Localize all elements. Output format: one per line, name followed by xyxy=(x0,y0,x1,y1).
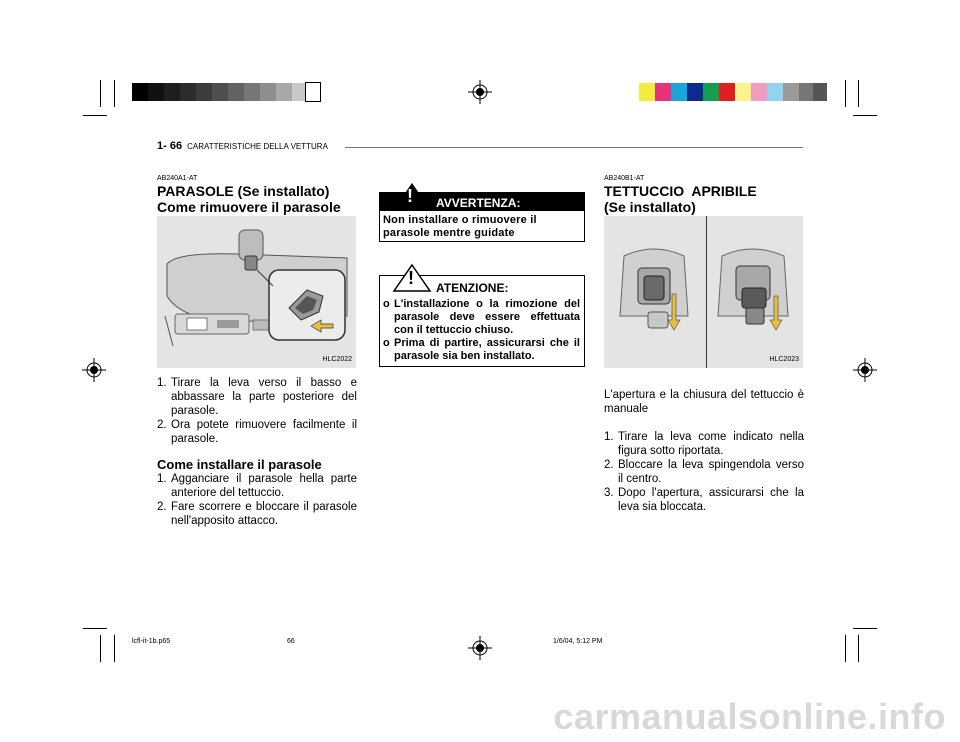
list-item: o L'installazione o la rimozione del parasole deve essere effettuata con il tettuccio chiuso. xyxy=(383,298,580,336)
sunshade-figure xyxy=(157,216,356,368)
caution-box xyxy=(379,268,585,367)
registration-mark-icon xyxy=(468,636,492,660)
list-item: 1. Agganciare il parasole hella parte anteriore del tettuccio. xyxy=(157,473,357,499)
install-steps xyxy=(157,472,357,528)
sunroof-steps xyxy=(604,430,804,514)
list-item: 2. Bloccare la leva spingendola verso il centro. xyxy=(604,459,804,485)
list-item: 3. Dopo l'apertura, assicurarsi che la leva sia bloccata. xyxy=(604,487,804,513)
figure-label: HLC2023 xyxy=(769,356,799,363)
sunshade-illustration xyxy=(157,216,356,368)
color-bar xyxy=(639,83,827,101)
section-code: AB240A1-AT xyxy=(157,175,198,182)
sunroof-title: TETTUCCIO APRIBILE xyxy=(604,183,757,199)
section-code: AB240B1-AT xyxy=(604,175,645,182)
header-divider xyxy=(345,147,803,148)
registration-mark-icon xyxy=(468,80,492,104)
list-item: 1. Tirare la leva come indicato nella figura sotto riportata. xyxy=(604,431,804,457)
registration-mark-icon xyxy=(82,358,106,382)
warning-box xyxy=(379,186,585,242)
install-title: Come installare il parasole xyxy=(157,457,322,472)
removal-steps xyxy=(157,376,357,446)
list-item: 2. Fare scorrere e bloccare il parasole nell'apposito attacco. xyxy=(157,501,357,527)
list-item: 2. Ora potete rimuovere facilmente il parasole. xyxy=(157,419,357,445)
warning-icon: ! xyxy=(392,181,432,211)
sunroof-title-block xyxy=(604,183,804,215)
list-item: 1. Tirare la leva verso il basso e abbassare la parte posteriore del parasole. xyxy=(157,377,357,417)
sunroof-intro: L'apertura e la chiusura del tettuccio è manuale xyxy=(604,389,804,415)
page-number: 1- 66 xyxy=(157,140,183,152)
page-header xyxy=(157,140,328,152)
sunshade-title: PARASOLE (Se installato) xyxy=(157,183,330,199)
footer-file: lcfl-it-1b.p65 xyxy=(132,638,171,645)
watermark: carmanualsonline.info xyxy=(553,696,946,737)
footer-page: 66 xyxy=(287,638,295,645)
list-item: o Prima di partire, assicurarsi che il parasole sia ben installato. xyxy=(383,337,580,362)
figure-label: HLC2022 xyxy=(322,356,352,363)
warning-title: AVVERTENZA: xyxy=(436,196,521,210)
registration-mark-icon xyxy=(853,358,877,382)
section-title: CARATTERISTICHE DELLA VETTURA xyxy=(187,142,328,151)
caution-items xyxy=(383,298,580,363)
sunroof-illustration xyxy=(604,216,803,368)
caution-title: ATENZIONE: xyxy=(436,281,509,295)
footer-date: 1/6/04, 5:12 PM xyxy=(553,638,603,645)
grayscale-bar xyxy=(132,83,320,101)
sunshade-subtitle: Come rimuovere il parasole xyxy=(157,199,341,215)
sunroof-figure xyxy=(604,216,803,368)
caution-icon: ! xyxy=(392,263,432,293)
section-title-sunshade xyxy=(157,183,362,215)
sunroof-subtitle: (Se installato) xyxy=(604,199,696,215)
warning-text: Non installare o rimuovere il parasole mentre guidate xyxy=(383,214,537,239)
